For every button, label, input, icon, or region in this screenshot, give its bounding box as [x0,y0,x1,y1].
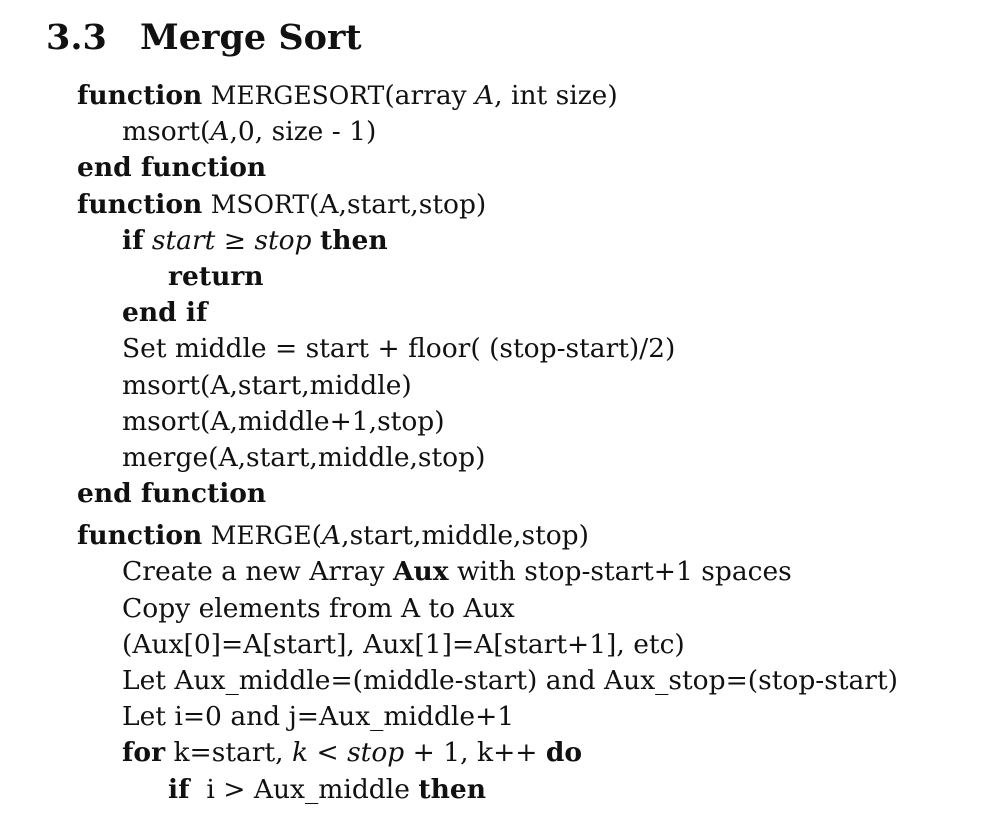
algo-line-end-if [77,295,987,331]
algo-line-msort-call [77,114,987,150]
function-name: MERGE [210,521,312,551]
keyword-end-if: end if [122,297,208,329]
params-text: ( [311,520,323,552]
math-var: A [475,80,495,111]
function-name: MERGESORT [210,81,385,110]
math-operator: < [308,737,348,769]
math-var: k [291,737,309,769]
params-text: (A,start,stop) [309,188,487,220]
code-text: Let i=0 and j=Aux_middle+1 [122,701,515,733]
keyword-end-function: end function [77,478,267,510]
code-text: ,0, size - 1) [229,116,377,148]
params-text: (array [384,80,476,111]
algo-line-create-aux [77,554,987,590]
algo-line-mergesort-signature [77,78,987,114]
algo-line-merge-call [77,440,987,476]
keyword-if: if [168,773,190,805]
algo-line-end-function [77,476,987,512]
algo-line-aux-example [77,627,987,663]
code-text: Create a new Array [122,556,393,588]
keyword-then: then [418,773,486,805]
code-text: Set middle = start + floor( (stop-start)/2) [122,333,676,365]
math-var: stop [347,737,405,769]
code-text: Let Aux_middle=(middle-start) and Aux_stop=(stop-start) [122,665,898,696]
math-var: A [210,116,230,148]
code-text: i > Aux_middle [189,773,419,805]
keyword-function: function [77,520,203,552]
function-name: MSORT [210,189,310,219]
code-text-bold: Aux [392,556,449,588]
algo-line-if-i [77,772,987,808]
section-number: 3.3 [46,17,107,58]
keyword-for: for [122,737,166,769]
algo-line-set-middle [77,331,987,367]
algo-line-copy-elements [77,591,987,627]
code-text: merge(A,start,middle,stop) [122,441,486,473]
math-var: A [322,520,342,552]
code-text: + 1, k++ [404,737,546,769]
algo-line-let-ij [77,699,987,735]
keyword-function: function [77,188,203,220]
algorithm-block [77,78,987,808]
params-text: , int size) [494,80,618,111]
algo-line-for [77,735,987,771]
algo-line-return [77,259,987,295]
keyword-do: do [545,737,583,769]
algo-line-msort-right [77,404,987,440]
keyword-return: return [168,260,264,292]
keyword-end-function: end function [77,152,267,184]
algo-line-end-function [77,150,987,186]
math-var: stop [254,224,312,256]
code-text: msort( [122,116,211,148]
algo-line-let-aux [77,663,987,699]
algo-line-msort-signature [77,187,987,223]
keyword-then: then [319,224,388,256]
code-text: Copy elements from A to Aux [122,592,515,624]
algo-line-merge-signature [77,518,987,554]
section-heading [46,12,362,64]
algo-line-if [77,223,987,259]
code-text: with stop-start+1 spaces [448,556,792,588]
math-operator: ≥ [215,224,255,256]
keyword-function: function [77,80,203,111]
code-text: msort(A,start,middle) [122,369,412,401]
params-text: ,start,middle,stop) [341,520,589,552]
algo-line-msort-left [77,368,987,404]
math-var: start [151,224,216,256]
code-text: k=start, [165,737,292,769]
code-text: (Aux[0]=A[start], Aux[1]=A[start+1], etc) [122,628,685,660]
keyword-if: if [122,224,144,256]
section-title: Merge Sort [140,17,362,58]
code-text: msort(A,middle+1,stop) [122,405,445,437]
